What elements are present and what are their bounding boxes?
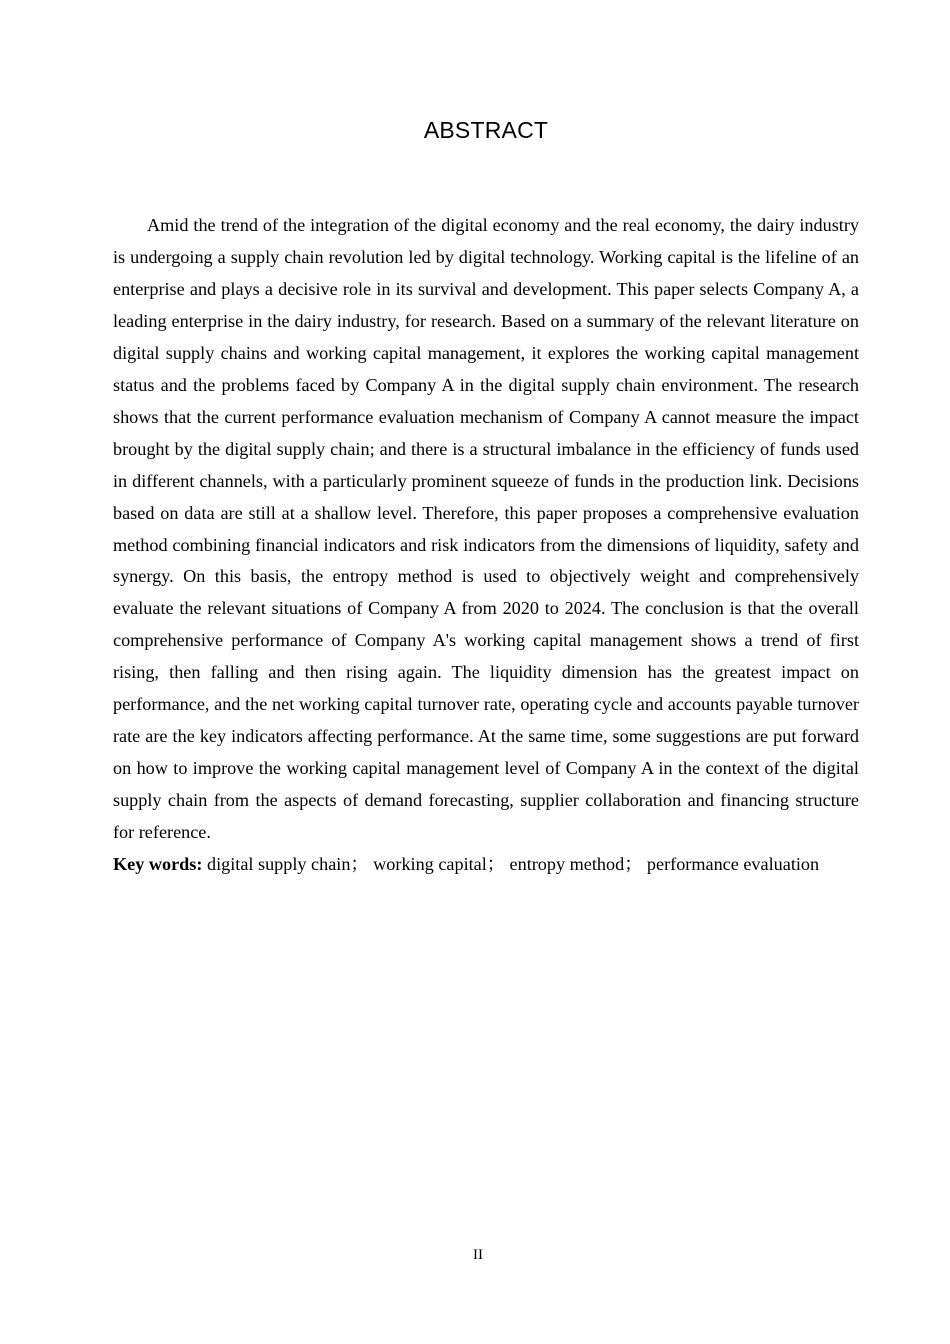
- page-number: II: [473, 1247, 483, 1263]
- keywords-list: digital supply chain； working capital； entropy method； performance evaluation: [206, 854, 820, 875]
- keywords-label: Key words:: [113, 854, 203, 875]
- abstract-paragraph: Amid the trend of the integration of the digital economy and the real economy, the dairy industry is undergoing a supply chain revolution led by digital technology. Working capital is the lifeline of an enterprise and plays a decisive role in its survival and development. This paper selects Company A, a leading enterprise in the dairy industry, for research. Based on a summary of the relevant literature on digital supply chains and working capital management, it explores the working capital management status and the problems faced by Company A in the digital supply chain environment. The research shows that the current performance evaluation mechanism of Company A cannot measure the impact brought by the digital supply chain; and there is a structural imbalance in the efficiency of funds used in different channels, with a particularly prominent squeeze of funds in the production link. Decisions based on data are still at a shallow level. Therefore, this paper proposes a comprehensive evaluation method combining financial indicators and risk indicators from the dimensions of liquidity, safety and synergy. On this basis, the entropy method is used to objectively weight and comprehensively evaluate the relevant situations of Company A from 2020 to 2024. The conclusion is that the overall comprehensive performance of Company A's working capital management shows a trend of first rising, then falling and then rising again. The liquidity dimension has the greatest impact on performance, and the net working capital turnover rate, operating cycle and accounts payable turnover rate are the key indicators affecting performance. At the same time, some suggestions are put forward on how to improve the working capital management level of Company A in the context of the digital supply chain from the aspects of demand forecasting, supplier collaboration and financing structure for reference.: [113, 215, 859, 843]
- page-title: ABSTRACT: [423, 117, 549, 143]
- abstract-body: [113, 210, 859, 881]
- keywords-line: [113, 849, 859, 881]
